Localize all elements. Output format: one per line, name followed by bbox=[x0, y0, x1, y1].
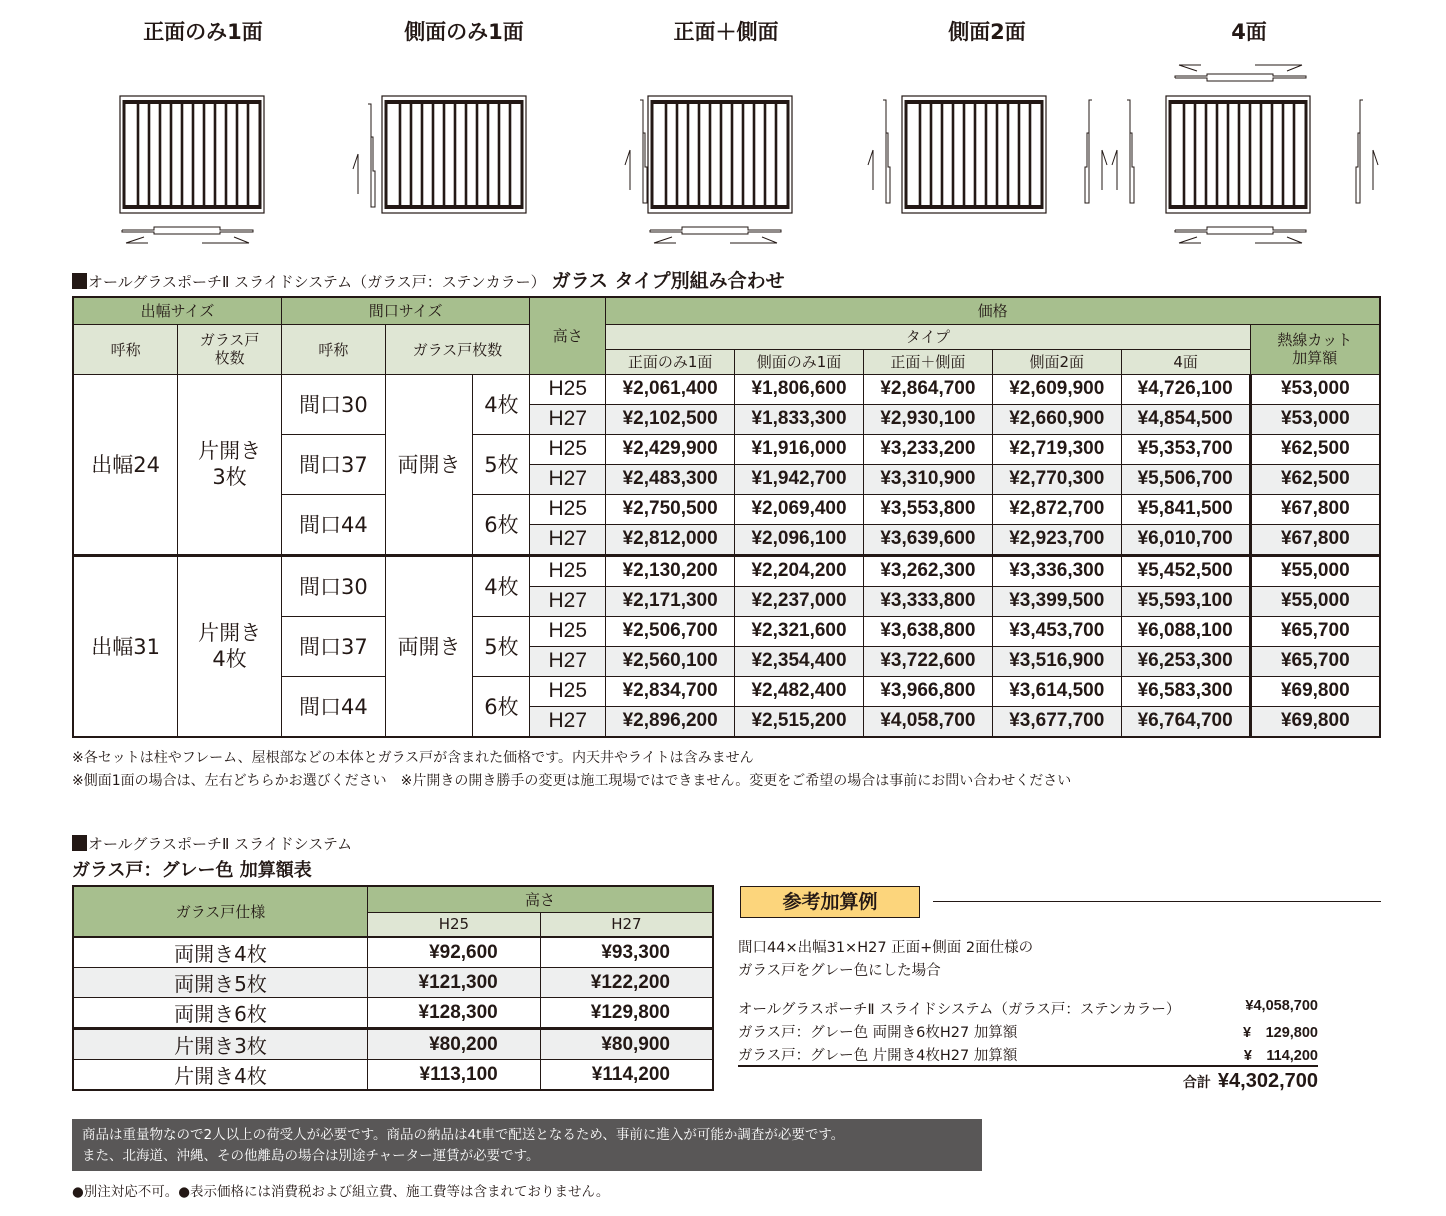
price-cell: ¥2,609,900 bbox=[992, 374, 1121, 404]
price-cell: ¥3,966,800 bbox=[863, 676, 992, 706]
header-glass-spec: ガラス戸仕様 bbox=[73, 886, 368, 937]
price-cell: ¥2,096,100 bbox=[735, 524, 864, 555]
price-cell: ¥6,010,700 bbox=[1121, 524, 1250, 555]
price-cell: ¥1,942,700 bbox=[735, 464, 864, 494]
header-type: タイプ bbox=[606, 324, 1250, 349]
opening-name: 間口30 bbox=[281, 555, 385, 616]
height-value: H25 bbox=[530, 434, 606, 464]
example-desc-line2: ガラス戸をグレー色にした場合 bbox=[738, 963, 941, 979]
price-h27: ¥129,800 bbox=[540, 998, 713, 1029]
header-type-4: 4面 bbox=[1121, 349, 1250, 374]
square-bullet-icon bbox=[72, 835, 87, 851]
height-value: H27 bbox=[530, 706, 606, 737]
door-count: 6枚 bbox=[473, 676, 530, 737]
price-cell: ¥1,916,000 bbox=[735, 434, 864, 464]
price-cell: ¥2,102,500 bbox=[606, 404, 735, 434]
price-cell: ¥3,677,700 bbox=[992, 706, 1121, 737]
gray-table-title-line2: ガラス戸：グレー色 加算額表 bbox=[72, 860, 312, 881]
table-row bbox=[73, 998, 713, 1029]
price-cell: ¥2,560,100 bbox=[606, 646, 735, 676]
price-cell: ¥3,262,300 bbox=[863, 555, 992, 586]
diagram-title-two-sides: 側面2面 bbox=[948, 20, 1026, 44]
depth-door-count: 片開き 4枚 bbox=[178, 555, 282, 737]
price-cell: ¥2,660,900 bbox=[992, 404, 1121, 434]
price-cell: ¥2,321,600 bbox=[735, 616, 864, 646]
header-depth-name: 呼称 bbox=[73, 324, 178, 374]
door-count: 5枚 bbox=[473, 434, 530, 494]
opening-name: 間口44 bbox=[281, 676, 385, 737]
diagram-title-side-only: 側面のみ1面 bbox=[404, 20, 524, 44]
price-cell: ¥2,812,000 bbox=[606, 524, 735, 555]
heat-cut-price: ¥67,800 bbox=[1250, 494, 1380, 524]
glass-spec: 両開き6枚 bbox=[73, 998, 368, 1029]
gray-glass-surcharge-table bbox=[72, 885, 714, 1091]
door-count: 4枚 bbox=[473, 555, 530, 616]
price-cell: ¥2,354,400 bbox=[735, 646, 864, 676]
table-row bbox=[73, 968, 713, 998]
price-table bbox=[72, 296, 1381, 738]
opening-name: 間口44 bbox=[281, 494, 385, 555]
header-opening-size: 間口サイズ bbox=[281, 297, 529, 324]
price-cell: ¥3,639,600 bbox=[863, 524, 992, 555]
height-value: H25 bbox=[530, 494, 606, 524]
open-type: 両開き bbox=[385, 374, 473, 555]
price-cell: ¥2,171,300 bbox=[606, 586, 735, 616]
header-type-0: 正面のみ1面 bbox=[606, 349, 735, 374]
heat-cut-price: ¥62,500 bbox=[1250, 434, 1380, 464]
price-h27: ¥114,200 bbox=[540, 1060, 713, 1091]
note-2: ※側面1面の場合は、左右どちらかお選びください ※片開きの開き勝手の変更は施工現場ではできません。変更をご希望の場合は事前にお問い合わせください bbox=[72, 773, 1072, 789]
price-cell: ¥2,069,400 bbox=[735, 494, 864, 524]
example-item: オールグラスポーチⅡ スライドシステム（ガラス戸：ステンカラー） ¥4,058,700 bbox=[738, 998, 1318, 1018]
price-cell: ¥4,726,100 bbox=[1121, 374, 1250, 404]
heat-cut-price: ¥65,700 bbox=[1250, 646, 1380, 676]
diagram-title-four-sides: 4面 bbox=[1231, 20, 1267, 44]
price-cell: ¥2,872,700 bbox=[992, 494, 1121, 524]
header-type-3: 側面2面 bbox=[992, 349, 1121, 374]
price-cell: ¥2,770,300 bbox=[992, 464, 1121, 494]
diagram-title-front-side: 正面＋側面 bbox=[673, 20, 779, 44]
header-price: 価格 bbox=[606, 297, 1380, 324]
delivery-notice: 商品は重量物なので2人以上の荷受人が必要です。商品の納品は4t車で配送となるため、事前に進入が可能か調査が必要です。 また、北海道、沖縄、その他離島の場合は別途チャーター運賃が必要です。 bbox=[72, 1119, 982, 1171]
header-h25: H25 bbox=[368, 912, 541, 937]
price-cell: ¥3,336,300 bbox=[992, 555, 1121, 586]
price-cell: ¥2,719,300 bbox=[992, 434, 1121, 464]
price-cell: ¥1,806,600 bbox=[735, 374, 864, 404]
height-value: H25 bbox=[530, 555, 606, 586]
price-h25: ¥80,200 bbox=[368, 1029, 541, 1060]
price-cell: ¥5,841,500 bbox=[1121, 494, 1250, 524]
heat-cut-price: ¥65,700 bbox=[1250, 616, 1380, 646]
price-cell: ¥3,722,600 bbox=[863, 646, 992, 676]
header-type-1: 側面のみ1面 bbox=[735, 349, 864, 374]
example-badge: 参考加算例 bbox=[740, 886, 920, 918]
price-cell: ¥2,483,300 bbox=[606, 464, 735, 494]
example-divider bbox=[933, 901, 1381, 902]
price-cell: ¥2,204,200 bbox=[735, 555, 864, 586]
header-type-2: 正面＋側面 bbox=[863, 349, 992, 374]
height-value: H27 bbox=[530, 524, 606, 555]
price-cell: ¥2,896,200 bbox=[606, 706, 735, 737]
header-depth-door-count: ガラス戸 枚数 bbox=[178, 324, 282, 374]
heat-cut-price: ¥55,000 bbox=[1250, 555, 1380, 586]
height-value: H27 bbox=[530, 586, 606, 616]
price-cell: ¥2,930,100 bbox=[863, 404, 992, 434]
price-h27: ¥93,300 bbox=[540, 937, 713, 968]
note-1: ※各セットは柱やフレーム、屋根部などの本体とガラス戸が含まれた価格です。内天井やライトは含みません bbox=[72, 750, 754, 766]
square-bullet-icon bbox=[72, 273, 87, 289]
header-opening-name: 呼称 bbox=[281, 324, 385, 374]
price-cell: ¥6,088,100 bbox=[1121, 616, 1250, 646]
height-value: H25 bbox=[530, 374, 606, 404]
opening-name: 間口37 bbox=[281, 616, 385, 676]
opening-name: 間口37 bbox=[281, 434, 385, 494]
price-cell: ¥3,310,900 bbox=[863, 464, 992, 494]
table-row bbox=[73, 555, 1380, 586]
height-value: H25 bbox=[530, 676, 606, 706]
price-cell: ¥6,253,300 bbox=[1121, 646, 1250, 676]
price-cell: ¥2,515,200 bbox=[735, 706, 864, 737]
door-count: 6枚 bbox=[473, 494, 530, 555]
glass-spec: 片開き4枚 bbox=[73, 1060, 368, 1091]
price-cell: ¥2,130,200 bbox=[606, 555, 735, 586]
height-value: H27 bbox=[530, 404, 606, 434]
heat-cut-price: ¥69,800 bbox=[1250, 676, 1380, 706]
door-count: 5枚 bbox=[473, 616, 530, 676]
heat-cut-price: ¥69,800 bbox=[1250, 706, 1380, 737]
price-cell: ¥2,237,000 bbox=[735, 586, 864, 616]
price-cell: ¥3,333,800 bbox=[863, 586, 992, 616]
price-h25: ¥121,300 bbox=[368, 968, 541, 998]
price-cell: ¥2,482,400 bbox=[735, 676, 864, 706]
depth-name: 出幅24 bbox=[73, 374, 178, 555]
heat-cut-price: ¥67,800 bbox=[1250, 524, 1380, 555]
price-cell: ¥3,399,500 bbox=[992, 586, 1121, 616]
header-h27: H27 bbox=[540, 912, 713, 937]
glass-spec: 片開き3枚 bbox=[73, 1029, 368, 1060]
main-table-title: オールグラスポーチⅡ スライドシステム（ガラス戸：ステンカラー） ガラス タイプ別組み合わせ bbox=[72, 266, 785, 293]
header-height: 高さ bbox=[368, 886, 713, 912]
price-cell: ¥5,353,700 bbox=[1121, 434, 1250, 464]
table-row bbox=[73, 374, 1380, 404]
price-h27: ¥122,200 bbox=[540, 968, 713, 998]
price-cell: ¥2,750,500 bbox=[606, 494, 735, 524]
height-value: H27 bbox=[530, 464, 606, 494]
price-cell: ¥5,506,700 bbox=[1121, 464, 1250, 494]
price-cell: ¥5,593,100 bbox=[1121, 586, 1250, 616]
depth-name: 出幅31 bbox=[73, 555, 178, 737]
price-h25: ¥113,100 bbox=[368, 1060, 541, 1091]
door-count: 4枚 bbox=[473, 374, 530, 434]
glass-spec: 両開き4枚 bbox=[73, 937, 368, 968]
price-cell: ¥4,058,700 bbox=[863, 706, 992, 737]
price-cell: ¥2,834,700 bbox=[606, 676, 735, 706]
heat-cut-price: ¥55,000 bbox=[1250, 586, 1380, 616]
heat-cut-price: ¥53,000 bbox=[1250, 374, 1380, 404]
example-total: 合計 ¥4,302,700 bbox=[1182, 1070, 1318, 1092]
table-row bbox=[73, 1060, 713, 1091]
price-h27: ¥80,900 bbox=[540, 1029, 713, 1060]
price-cell: ¥3,453,700 bbox=[992, 616, 1121, 646]
heat-cut-price: ¥53,000 bbox=[1250, 404, 1380, 434]
height-value: H25 bbox=[530, 616, 606, 646]
price-cell: ¥2,506,700 bbox=[606, 616, 735, 646]
price-cell: ¥3,516,900 bbox=[992, 646, 1121, 676]
header-opening-door-count: ガラス戸枚数 bbox=[385, 324, 530, 374]
header-depth-size: 出幅サイズ bbox=[73, 297, 281, 324]
price-cell: ¥6,583,300 bbox=[1121, 676, 1250, 706]
diagram-title-front-only: 正面のみ1面 bbox=[143, 20, 263, 44]
opening-name: 間口30 bbox=[281, 374, 385, 434]
price-h25: ¥92,600 bbox=[368, 937, 541, 968]
price-cell: ¥2,429,900 bbox=[606, 434, 735, 464]
price-cell: ¥2,864,700 bbox=[863, 374, 992, 404]
price-cell: ¥3,614,500 bbox=[992, 676, 1121, 706]
price-cell: ¥6,764,700 bbox=[1121, 706, 1250, 737]
price-cell: ¥4,854,500 bbox=[1121, 404, 1250, 434]
header-height: 高さ bbox=[530, 297, 606, 374]
table-row bbox=[73, 937, 713, 968]
header-heat-cut: 熱線カット 加算額 bbox=[1250, 324, 1380, 374]
gray-table-title-line1: オールグラスポーチⅡ スライドシステム bbox=[72, 833, 352, 854]
price-cell: ¥3,233,200 bbox=[863, 434, 992, 464]
depth-door-count: 片開き 3枚 bbox=[178, 374, 282, 555]
price-cell: ¥5,452,500 bbox=[1121, 555, 1250, 586]
price-cell: ¥2,061,400 bbox=[606, 374, 735, 404]
porch-layout-diagrams-icon bbox=[0, 0, 1446, 260]
example-desc-line1: 間口44×出幅31×H27 正面+側面 2面仕様の bbox=[738, 940, 1034, 956]
price-cell: ¥2,923,700 bbox=[992, 524, 1121, 555]
glass-spec: 両開き5枚 bbox=[73, 968, 368, 998]
price-h25: ¥128,300 bbox=[368, 998, 541, 1029]
example-item: ガラス戸：グレー色 片開き4枚H27 加算額 ¥ 114,200 bbox=[738, 1048, 1318, 1064]
footnote: ●別注対応不可。●表示価格には消費税および組立費、施工費等は含まれておりません。 bbox=[72, 1184, 610, 1200]
example-total-rule bbox=[738, 1065, 1318, 1067]
price-cell: ¥1,833,300 bbox=[735, 404, 864, 434]
open-type: 両開き bbox=[385, 555, 473, 737]
heat-cut-price: ¥62,500 bbox=[1250, 464, 1380, 494]
height-value: H27 bbox=[530, 646, 606, 676]
table-row bbox=[73, 1029, 713, 1060]
example-item: ガラス戸：グレー色 両開き6枚H27 加算額 ¥ 129,800 bbox=[738, 1025, 1318, 1041]
price-cell: ¥3,553,800 bbox=[863, 494, 992, 524]
price-cell: ¥3,638,800 bbox=[863, 616, 992, 646]
